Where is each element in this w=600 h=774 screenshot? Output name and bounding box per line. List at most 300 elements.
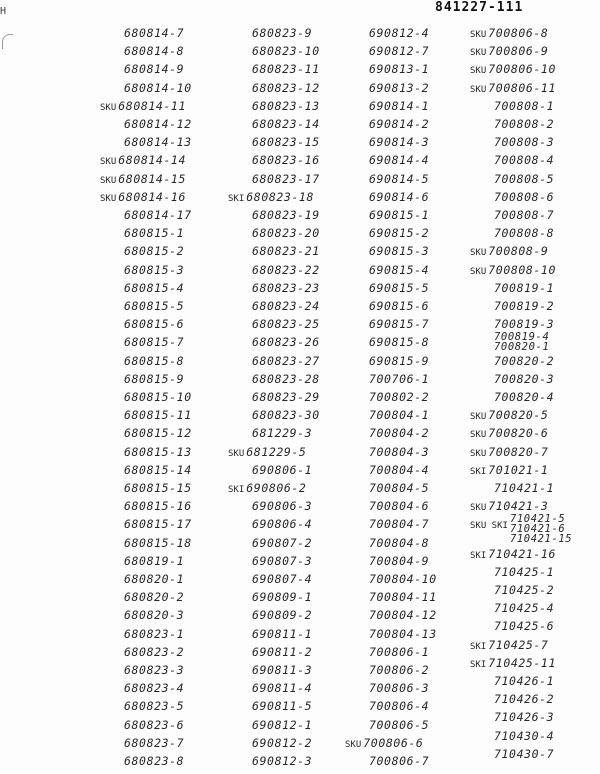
list-entry	[494, 173, 554, 186]
entry-code: 680815-1	[124, 226, 185, 241]
entry-code: 690807-2	[252, 535, 313, 550]
list-entry	[100, 100, 186, 115]
list-entry	[369, 427, 429, 440]
entry-prefix: SKU	[470, 66, 487, 77]
list-entry	[228, 482, 306, 497]
list-entry	[124, 27, 184, 40]
entry-code: 700819-4	[494, 331, 550, 344]
list-entry	[470, 446, 548, 461]
list-entry	[252, 573, 312, 586]
entry-code: 700804-12	[369, 608, 437, 623]
list-entry	[494, 482, 554, 495]
entry-code: 690814-2	[369, 117, 430, 131]
list-entry	[252, 118, 320, 131]
list-entry	[100, 154, 186, 169]
entry-code: 700804-9	[369, 553, 430, 568]
entry-code: 680814-14	[118, 153, 186, 168]
list-entry	[369, 664, 429, 677]
entry-code: 700706-1	[369, 371, 430, 386]
list-entry	[124, 63, 184, 76]
list-entry	[369, 646, 429, 659]
entry-prefix: SKU SKI	[470, 521, 508, 532]
entry-code: 700808-1	[494, 98, 555, 113]
entry-code: 690815-9	[369, 353, 430, 368]
list-entry	[470, 245, 548, 260]
entry-code: 680815-16	[124, 499, 192, 514]
list-entry	[494, 373, 554, 386]
list-entry	[369, 82, 429, 95]
entry-code: 700820-4	[494, 390, 555, 404]
document-reference-number: 841227-111	[435, 0, 524, 15]
list-entry	[369, 282, 429, 295]
list-entry	[369, 63, 429, 76]
entry-code: 690806-3	[252, 499, 313, 514]
entry-code: 690812-4	[369, 26, 430, 40]
list-entry	[252, 500, 312, 513]
list-entry	[369, 591, 437, 604]
entry-code: 680823-22	[252, 262, 320, 277]
entry-code: 690814-3	[369, 135, 430, 150]
entry-code: 680815-3	[124, 262, 185, 277]
list-entry	[369, 446, 429, 459]
entry-code: 680823-12	[252, 80, 320, 95]
entry-code: 700804-6	[369, 499, 430, 514]
entry-code: 710425-2	[494, 582, 555, 597]
entry-code: 690806-2	[246, 481, 307, 495]
list-entry	[252, 664, 312, 677]
entry-prefix: SKU	[100, 175, 117, 186]
list-entry	[494, 154, 554, 167]
entry-code: 680815-8	[124, 353, 185, 368]
entry-prefix: SKI	[228, 485, 245, 495]
list-entry	[124, 682, 184, 695]
list-entry	[252, 100, 320, 113]
entry-code: 680823-2	[124, 644, 185, 659]
list-entry	[494, 100, 554, 113]
entry-code: 680823-13	[252, 98, 320, 113]
entry-code: 700806-8	[488, 26, 549, 40]
entry-code: 700806-11	[488, 80, 556, 95]
entry-code: 680823-30	[252, 408, 320, 423]
entry-code: 690812-1	[252, 717, 313, 732]
entry-code: 700804-1	[369, 408, 430, 423]
entry-code: 710425-6	[494, 619, 555, 634]
list-entry	[252, 682, 312, 695]
entry-code: 690809-1	[252, 590, 313, 605]
list-entry	[470, 409, 548, 424]
list-entry	[494, 282, 554, 295]
entry-code: 690807-3	[252, 553, 313, 568]
entry-code: 680823-10	[252, 44, 320, 59]
list-entry	[369, 173, 429, 186]
entry-code: 680815-13	[124, 444, 192, 459]
entry-prefix: SKU	[470, 30, 487, 40]
list-entry	[494, 355, 554, 368]
entry-code: 690814-1	[369, 98, 430, 113]
list-entry	[369, 118, 429, 131]
entry-code: 700808-7	[494, 208, 555, 222]
list-entry	[124, 300, 184, 313]
list-entry	[369, 482, 429, 495]
entry-code: 700820-6	[488, 426, 549, 441]
entry-code: 680820-3	[124, 608, 185, 623]
entry-code: 680823-29	[252, 390, 320, 404]
list-entry	[470, 82, 556, 97]
list-entry	[494, 318, 554, 331]
list-entry	[369, 264, 429, 277]
entry-code: 680820-2	[124, 590, 185, 605]
entry-code: 690814-6	[369, 189, 430, 204]
list-entry	[494, 191, 554, 204]
entry-code: 710421-1	[494, 481, 555, 495]
list-entry	[369, 500, 429, 513]
list-entry	[124, 628, 184, 641]
entry-code: 680814-10	[124, 80, 192, 95]
list-entry	[369, 318, 429, 331]
list-entry	[369, 628, 437, 641]
entry-code: 690815-2	[369, 226, 430, 241]
list-entry	[252, 209, 320, 222]
entry-prefix: SKI	[470, 466, 487, 477]
entry-code: 680815-12	[124, 426, 192, 441]
entry-prefix: SKI	[470, 550, 487, 561]
list-entry	[369, 45, 429, 58]
list-entry	[369, 136, 429, 149]
list-entry	[494, 748, 554, 761]
list-entry	[124, 427, 192, 440]
list-entry	[124, 409, 192, 422]
list-entry	[369, 373, 429, 386]
entry-code: 680823-16	[252, 153, 320, 168]
list-entry	[124, 446, 192, 459]
entry-code: 690815-4	[369, 262, 430, 277]
list-entry	[369, 573, 437, 586]
list-entry	[124, 209, 192, 222]
list-entry	[494, 331, 550, 354]
entry-code: 680823-19	[252, 208, 320, 222]
entry-code: 680823-25	[252, 317, 320, 332]
list-entry	[369, 464, 429, 477]
entry-code: 700806-9	[488, 44, 549, 59]
entry-code: 680823-21	[252, 244, 320, 259]
list-entry	[124, 646, 184, 659]
entry-code: 690815-8	[369, 335, 430, 350]
entry-code: 700804-2	[369, 426, 430, 441]
list-entry	[494, 730, 554, 743]
list-entry	[252, 755, 312, 768]
list-entry	[124, 118, 192, 131]
entry-code: 690815-7	[369, 317, 430, 332]
entry-code: 690813-2	[369, 80, 430, 95]
entry-code: 690806-1	[252, 462, 313, 477]
list-entry	[369, 27, 429, 40]
entry-code: 680823-23	[252, 280, 320, 295]
list-entry	[470, 427, 548, 442]
entry-code: 710425-7	[488, 637, 549, 652]
list-entry	[369, 336, 429, 349]
entry-code: 680823-9	[252, 26, 313, 40]
entry-code: 690813-1	[369, 62, 430, 77]
entry-code: 700806-3	[369, 681, 430, 696]
list-entry	[124, 719, 184, 732]
list-entry	[124, 318, 184, 331]
entry-code: 700802-2	[369, 390, 430, 404]
entry-prefix: SKI	[228, 193, 245, 204]
entry-code: 680814-11	[118, 98, 186, 113]
list-entry	[494, 602, 554, 615]
entry-code: 700806-10	[488, 62, 556, 77]
entry-code: 690807-4	[252, 572, 313, 586]
entry-code: 680814-7	[124, 26, 185, 40]
entry-prefix: SKU	[470, 84, 487, 95]
list-entry	[369, 755, 429, 768]
entry-code: 690811-4	[252, 681, 313, 696]
list-entry	[369, 154, 429, 167]
list-entry	[369, 300, 429, 313]
entry-code: 680823-20	[252, 226, 320, 241]
list-entry	[124, 82, 192, 95]
entry-code: 690814-4	[369, 153, 430, 168]
list-entry	[494, 693, 554, 706]
list-entry	[470, 464, 548, 479]
list-entry	[252, 264, 320, 277]
edge-curl-mark	[2, 34, 13, 49]
entry-code: 700819-1	[494, 280, 555, 295]
entry-code: 710421-5	[509, 513, 566, 526]
entry-code: 680814-17	[124, 208, 192, 222]
entry-prefix: SKU	[100, 157, 117, 168]
entry-code: 700808-10	[488, 262, 556, 277]
entry-code: 690809-2	[252, 608, 313, 623]
list-entry	[369, 209, 429, 222]
entry-code: 680814-9	[124, 62, 185, 77]
list-entry	[252, 737, 312, 750]
list-entry	[124, 500, 192, 513]
entry-code: 700806-4	[369, 699, 430, 714]
list-entry	[252, 82, 320, 95]
entry-code: 700808-5	[494, 171, 555, 186]
list-entry	[369, 227, 429, 240]
list-entry	[494, 300, 554, 313]
list-entry	[252, 318, 320, 331]
entry-code: 700820-5	[488, 408, 549, 423]
entry-code: 690812-3	[252, 754, 313, 768]
entry-code: 700808-4	[494, 153, 555, 168]
list-entry	[470, 548, 556, 563]
list-entry	[494, 136, 554, 149]
entry-code: 680823-28	[252, 371, 320, 386]
entry-code: 680815-7	[124, 335, 185, 350]
entry-code: 680814-16	[118, 189, 186, 204]
entry-code: 710426-2	[494, 692, 555, 707]
entry-code: 680814-12	[124, 117, 192, 131]
entry-code: 680823-7	[124, 735, 185, 750]
entry-code: 700804-10	[369, 572, 437, 586]
list-entry	[124, 45, 184, 58]
list-entry	[470, 63, 556, 78]
entry-prefix: SKU	[470, 430, 487, 441]
list-entry	[252, 300, 320, 313]
list-entry	[124, 609, 184, 622]
list-entry	[252, 154, 320, 167]
entry-code: 690815-5	[369, 280, 430, 295]
entry-code: 680823-15	[252, 135, 320, 150]
entry-code: 710430-4	[494, 728, 555, 743]
entry-code: 680819-1	[124, 553, 185, 568]
list-entry	[494, 118, 554, 131]
entry-code: 680823-3	[124, 663, 185, 677]
list-entry	[124, 373, 184, 386]
list-entry	[100, 191, 186, 206]
list-entry	[252, 591, 312, 604]
entry-code: 710425-1	[494, 564, 555, 579]
list-entry	[124, 755, 184, 768]
list-entry	[470, 639, 548, 654]
entry-prefix: SKU	[470, 503, 487, 514]
entry-code: 680823-26	[252, 335, 320, 350]
list-entry	[252, 27, 312, 40]
list-entry	[124, 264, 184, 277]
list-entry	[369, 355, 429, 368]
entry-code: 680815-11	[124, 408, 192, 423]
list-entry	[252, 537, 312, 550]
entry-code: 700804-13	[369, 626, 437, 641]
entry-code: 680823-24	[252, 299, 320, 313]
entry-code: 701021-1	[488, 462, 549, 477]
entry-code: 680823-5	[124, 699, 185, 714]
entry-code: 700804-7	[369, 517, 430, 532]
list-entry	[252, 373, 320, 386]
entry-prefix: SKU	[100, 193, 117, 204]
entry-code: 700806-2	[369, 663, 430, 677]
list-entry	[124, 391, 192, 404]
list-entry	[252, 336, 320, 349]
entry-code: 710421-3	[488, 499, 549, 514]
list-entry	[369, 409, 429, 422]
list-entry	[252, 700, 312, 713]
list-entry	[252, 391, 320, 404]
entry-code: 700804-3	[369, 444, 430, 459]
list-entry	[470, 264, 556, 279]
entry-code: 680823-11	[252, 62, 320, 77]
entry-code: 700806-6	[363, 735, 424, 750]
list-entry	[470, 657, 556, 672]
list-entry	[124, 336, 184, 349]
entry-prefix: SKU	[345, 739, 362, 750]
edge-mark: H	[0, 6, 7, 17]
list-entry	[252, 409, 320, 422]
entry-code: 700804-11	[369, 590, 437, 605]
list-entry	[470, 45, 548, 60]
entry-code: 681229-3	[252, 426, 313, 441]
entry-code: 690815-3	[369, 244, 430, 259]
list-entry	[124, 482, 192, 495]
entry-code: 690814-5	[369, 171, 430, 186]
list-entry	[252, 464, 312, 477]
entry-code: 690812-2	[252, 735, 313, 750]
entry-prefix: SKI	[470, 641, 487, 652]
list-entry	[124, 737, 184, 750]
list-entry	[369, 391, 429, 404]
entry-code: 690811-2	[252, 644, 313, 659]
list-entry	[494, 584, 554, 597]
entry-code: 680815-17	[124, 517, 192, 532]
entry-prefix: SKU	[470, 248, 487, 259]
list-entry	[252, 719, 312, 732]
entry-code: 680815-9	[124, 371, 185, 386]
entry-code: 680823-4	[124, 681, 185, 696]
list-entry	[369, 609, 437, 622]
entry-code: 710430-7	[494, 746, 555, 761]
list-entry	[252, 427, 312, 440]
list-entry	[124, 245, 184, 258]
list-entry	[124, 227, 184, 240]
list-entry	[494, 566, 554, 579]
list-entry	[369, 555, 429, 568]
list-entry	[252, 63, 320, 76]
list-entry	[494, 209, 554, 222]
entry-code: 680815-14	[124, 462, 192, 477]
list-entry	[470, 513, 573, 546]
entry-code: 700820-3	[494, 371, 555, 386]
list-entry	[124, 464, 192, 477]
entry-code: 710426-1	[494, 673, 555, 688]
entry-code: 710426-3	[494, 710, 555, 725]
list-entry	[124, 664, 184, 677]
list-entry	[252, 173, 320, 186]
entry-prefix: SKU	[470, 266, 487, 277]
list-entry	[494, 675, 554, 688]
list-entry	[124, 573, 184, 586]
entry-code: 680815-10	[124, 390, 192, 404]
list-entry	[369, 100, 429, 113]
list-entry	[252, 646, 312, 659]
entry-code: 680820-1	[124, 572, 185, 586]
entry-prefix: SKU	[100, 102, 117, 113]
list-entry	[369, 191, 429, 204]
entry-code: 680814-8	[124, 44, 185, 59]
entry-prefix: SKU	[228, 448, 245, 459]
entry-code: 680815-2	[124, 244, 185, 259]
list-entry	[369, 245, 429, 258]
entry-code: 700806-7	[369, 754, 430, 768]
list-entry	[124, 355, 184, 368]
list-entry	[124, 700, 184, 713]
entry-code: 690815-6	[369, 299, 430, 313]
list-entry	[369, 518, 429, 531]
list-entry	[252, 555, 312, 568]
entry-code: 690811-5	[252, 699, 313, 714]
list-entry	[252, 518, 312, 531]
list-entry	[494, 711, 554, 724]
list-entry	[494, 391, 554, 404]
list-entry	[124, 518, 192, 531]
list-entry	[369, 719, 429, 732]
entry-code: 680823-1	[124, 626, 185, 641]
list-entry	[470, 27, 548, 42]
entry-prefix: SKI	[470, 659, 487, 670]
entry-code: 710425-11	[488, 655, 556, 670]
entry-code: 700804-8	[369, 535, 430, 550]
entry-code: 700804-5	[369, 481, 430, 495]
entry-code: 700806-5	[369, 717, 430, 732]
entry-code: 700808-8	[494, 226, 555, 241]
list-entry	[124, 591, 184, 604]
entry-code: 680815-4	[124, 280, 185, 295]
list-entry	[100, 173, 186, 188]
entry-prefix: SKU	[470, 48, 487, 59]
list-entry	[369, 700, 429, 713]
